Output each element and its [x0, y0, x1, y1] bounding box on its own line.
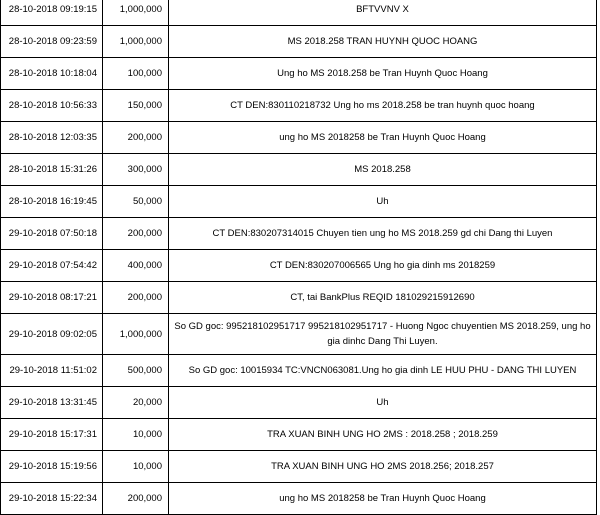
table-row	[1, 90, 597, 122]
table-row	[1, 218, 597, 250]
amount-cell: 1,000,000	[103, 0, 169, 26]
table-row	[1, 186, 597, 218]
table-row	[1, 122, 597, 154]
table-row	[1, 282, 597, 314]
description-cell: TRA XUAN BINH UNG HO 2MS 2018.256; 2018.257	[169, 451, 597, 483]
description-cell: MS 2018.258	[169, 154, 597, 186]
amount-cell: 300,000	[103, 154, 169, 186]
description-cell: CT DEN:830207314015 Chuyen tien ung ho MS 2018.259 gd chi Dang thi Luyen	[169, 218, 597, 250]
description-cell: So GD goc: 10015934 TC:VNCN063081.Ung ho gia dinh LE HUU PHU - DANG THI LUYEN	[169, 355, 597, 387]
description-cell: CT DEN:830207006565 Ung ho gia dinh ms 2018259	[169, 250, 597, 282]
amount-cell: 500,000	[103, 355, 169, 387]
description-cell: TRA XUAN BINH UNG HO 2MS : 2018.258 ; 2018.259	[169, 419, 597, 451]
amount-cell: 50,000	[103, 186, 169, 218]
description-cell: CT DEN:830110218732 Ung ho ms 2018.258 be tran huynh quoc hoang	[169, 90, 597, 122]
amount-cell: 150,000	[103, 90, 169, 122]
amount-cell: 10,000	[103, 419, 169, 451]
amount-cell: 1,000,000	[103, 314, 169, 355]
table-row	[1, 250, 597, 282]
description-cell: Uh	[169, 186, 597, 218]
amount-cell: 200,000	[103, 122, 169, 154]
description-cell: ung ho MS 2018258 be Tran Huynh Quoc Hoang	[169, 483, 597, 515]
date-cell: 29-10-2018 15:17:31	[1, 419, 103, 451]
amount-cell: 20,000	[103, 387, 169, 419]
amount-cell: 200,000	[103, 218, 169, 250]
date-cell: 28-10-2018 09:19:15	[1, 0, 103, 26]
table-row	[1, 314, 597, 355]
description-cell: So GD goc: 995218102951717 995218102951717 - Huong Ngoc chuyentien MS 2018.259, ung ho gia dinhc Dang Thi Luyen.	[169, 314, 597, 355]
table-row	[1, 451, 597, 483]
description-cell: ung ho MS 2018258 be Tran Huynh Quoc Hoang	[169, 122, 597, 154]
date-cell: 29-10-2018 07:54:42	[1, 250, 103, 282]
date-cell: 28-10-2018 12:03:35	[1, 122, 103, 154]
date-cell: 28-10-2018 16:19:45	[1, 186, 103, 218]
table-row	[1, 0, 597, 26]
description-cell: Ung ho MS 2018.258 be Tran Huynh Quoc Hoang	[169, 58, 597, 90]
description-cell: MS 2018.258 TRAN HUYNH QUOC HOANG	[169, 26, 597, 58]
amount-cell: 400,000	[103, 250, 169, 282]
date-cell: 28-10-2018 15:31:26	[1, 154, 103, 186]
amount-cell: 200,000	[103, 483, 169, 515]
table-row	[1, 387, 597, 419]
date-cell: 29-10-2018 15:22:34	[1, 483, 103, 515]
table-row	[1, 26, 597, 58]
table-row	[1, 355, 597, 387]
date-cell: 28-10-2018 10:18:04	[1, 58, 103, 90]
table-row	[1, 154, 597, 186]
date-cell: 29-10-2018 11:51:02	[1, 355, 103, 387]
amount-cell: 100,000	[103, 58, 169, 90]
date-cell: 28-10-2018 10:56:33	[1, 90, 103, 122]
date-cell: 29-10-2018 08:17:21	[1, 282, 103, 314]
table-row	[1, 58, 597, 90]
date-cell: 28-10-2018 09:23:59	[1, 26, 103, 58]
date-cell: 29-10-2018 15:19:56	[1, 451, 103, 483]
date-cell: 29-10-2018 13:31:45	[1, 387, 103, 419]
date-cell: 29-10-2018 09:02:05	[1, 314, 103, 355]
amount-cell: 1,000,000	[103, 26, 169, 58]
table-row	[1, 419, 597, 451]
amount-cell: 10,000	[103, 451, 169, 483]
amount-cell: 200,000	[103, 282, 169, 314]
description-cell: Uh	[169, 387, 597, 419]
date-cell: 29-10-2018 07:50:18	[1, 218, 103, 250]
description-cell: BFTVVNV X	[169, 0, 597, 26]
description-cell: CT, tai BankPlus REQID 181029215912690	[169, 282, 597, 314]
